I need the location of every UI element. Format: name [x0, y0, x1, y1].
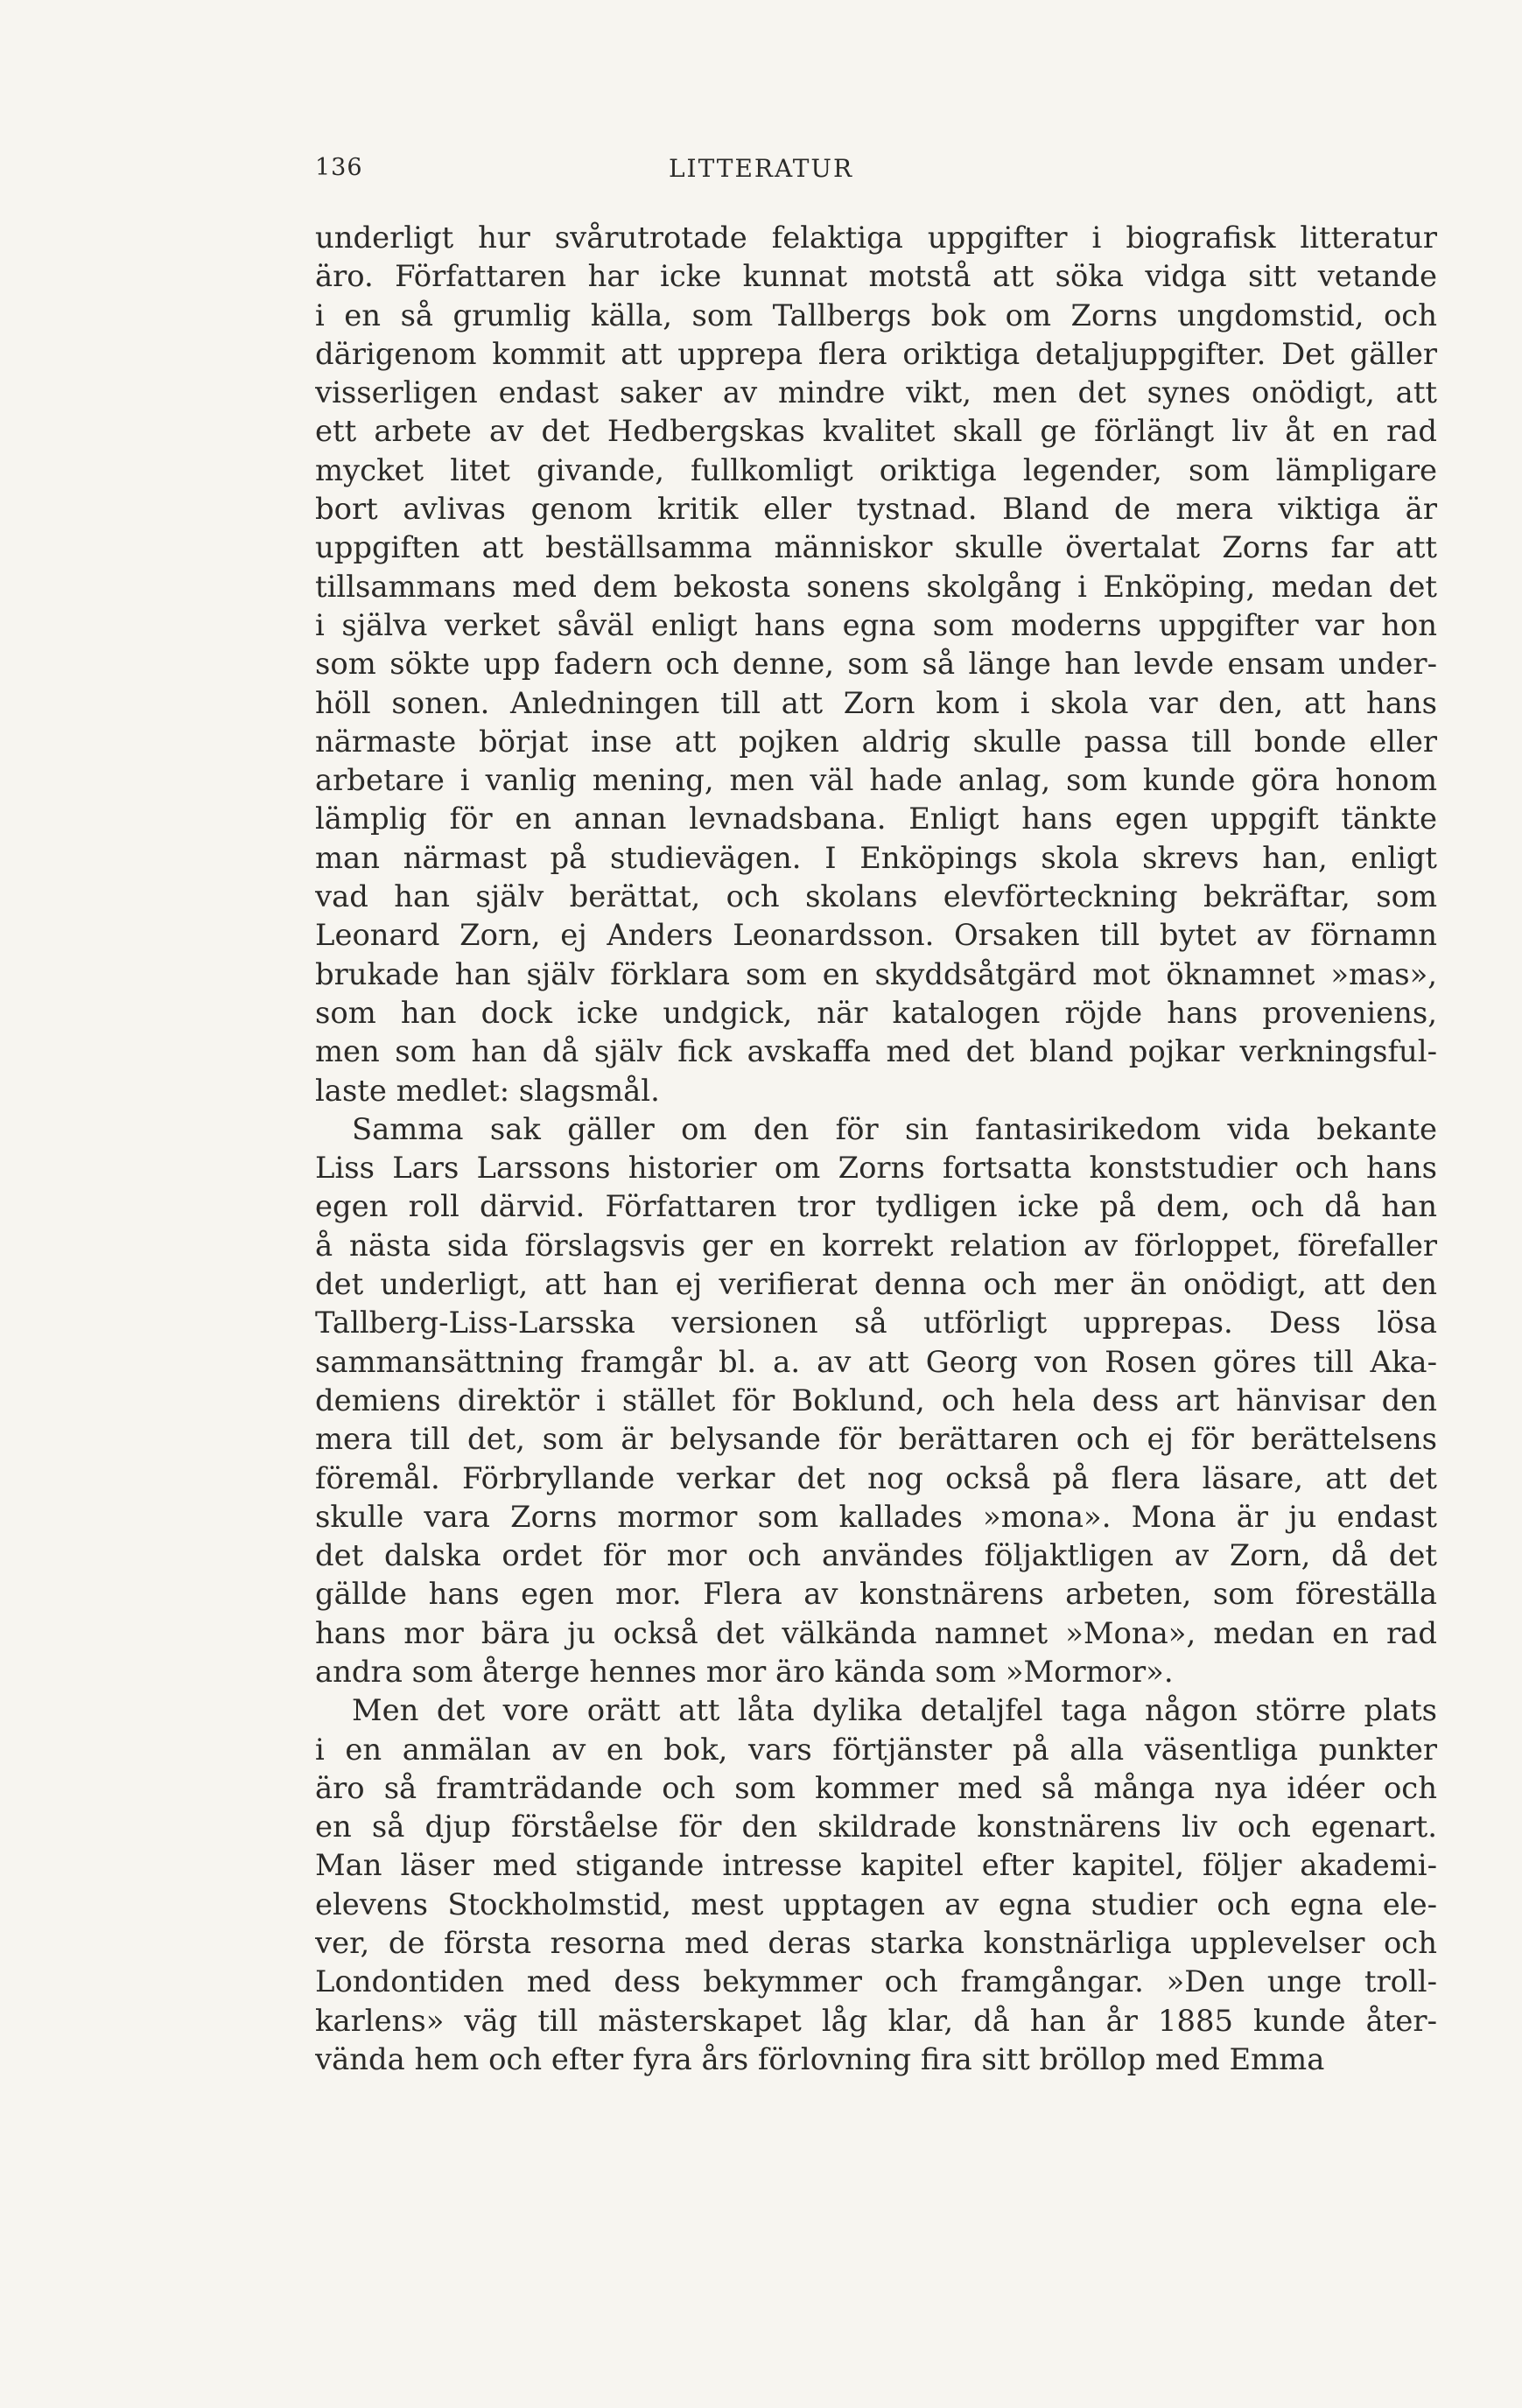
text-line: bort avlivas genom kritik eller tystnad. Bland de mera viktiga är [315, 492, 1437, 527]
text-line: sammansättning framgår bl. a. av att Georg von Rosen göres till Aka- [315, 1344, 1437, 1379]
text-line: ett arbete av det Hedbergskas kvalitet skall ge förlängt liv åt en rad [315, 414, 1437, 449]
text-line: elevens Stockholmstid, mest upptagen av egna studier och egna ele- [315, 1886, 1437, 1922]
text-line: höll sonen. Anledningen till att Zorn kom i skola var den, att hans [315, 685, 1437, 720]
paragraph [315, 219, 1437, 1110]
running-head: LITTERATUR [668, 154, 854, 183]
body-text [315, 219, 1437, 2079]
paragraph [315, 1691, 1437, 2079]
text-line: Leonard Zorn, ej Anders Leonardsson. Orsaken till bytet av förnamn [315, 918, 1437, 953]
text-line: å nästa sida förslagsvis ger en korrekt relation av förloppet, förefaller [315, 1228, 1437, 1263]
text-line: en så djup förståelse för den skildrade konstnärens liv och egenart. [315, 1810, 1437, 1844]
text-line: skulle vara Zorns mormor som kallades »mona». Mona är ju endast [315, 1499, 1437, 1534]
text-line: det underligt, att han ej verifierat denna och mer än onödigt, att den [315, 1267, 1437, 1302]
text-line: karlens» väg till mästerskapet låg klar, då han år 1885 kunde åter- [315, 2003, 1437, 2038]
text-line: Tallberg-Liss-Larsska versionen så utförligt upprepas. Dess lösa [315, 1306, 1437, 1340]
page-header [315, 154, 1207, 196]
text-line: demiens direktör i stället för Boklund, och hela dess art hänvisar den [315, 1382, 1437, 1418]
text-line: äro. Författaren har icke kunnat motstå att söka vidga sitt vetande [315, 259, 1437, 294]
text-line: i själva verket såväl enligt hans egna som moderns uppgifter var hon [315, 607, 1437, 642]
text-line: mera till det, som är belysande för berättaren och ej för berättelsens [315, 1422, 1437, 1457]
text-line: lämplig för en annan levnadsbana. Enligt hans egen uppgift tänkte [315, 802, 1437, 836]
text-line: Men det vore orätt att låta dylika detaljfel taga någon större plats [352, 1693, 1437, 1728]
text-line: som sökte upp fadern och denne, som så länge han levde ensam under- [315, 647, 1437, 682]
text-line: visserligen endast saker av mindre vikt, men det synes onödigt, att [315, 375, 1437, 410]
text-line: därigenom kommit att upprepa flera oriktiga detaljuppgifter. Det gäller [315, 336, 1437, 371]
text-line: Liss Lars Larssons historier om Zorns fortsatta konststudier och hans [315, 1151, 1437, 1186]
text-line: brukade han själv förklara som en skyddsåtgärd mot öknamnet »mas», [315, 956, 1437, 991]
text-line: som han dock icke undgick, när katalogen röjde hans proveniens, [315, 995, 1437, 1030]
text-line: Londontiden med dess bekymmer och framgångar. »Den unge troll- [315, 1964, 1437, 1999]
text-line: arbetare i vanlig mening, men väl hade anlag, som kunde göra honom [315, 763, 1437, 798]
text-line: hans mor bära ju också det välkända namnet »Mona», medan en rad [315, 1615, 1437, 1650]
text-line: det dalska ordet för mor och användes följaktligen av Zorn, då det [315, 1538, 1437, 1573]
page-number: 136 [315, 154, 363, 181]
text-line: laste medlet: slagsmål. [315, 1073, 660, 1108]
text-line: vad han själv berättat, och skolans elevförteckning bekräftar, som [315, 879, 1437, 914]
text-line: Samma sak gäller om den för sin fantasirikedom vida bekante [352, 1111, 1437, 1146]
text-line: tillsammans med dem bekosta sonens skolgång i Enköping, medan det [315, 569, 1437, 604]
paragraph [315, 1110, 1437, 1691]
text-line: äro så framträdande och som kommer med så många nya idéer och [315, 1770, 1437, 1805]
text-line: egen roll därvid. Författaren tror tydligen icke på dem, och då han [315, 1189, 1437, 1224]
text-line: gällde hans egen mor. Flera av konstnärens arbeten, som föreställa [315, 1577, 1437, 1612]
text-line: men som han då själv fick avskaffa med det bland pojkar verkningsful- [315, 1034, 1437, 1069]
text-line: uppgiften att beställsamma människor skulle övertalat Zorns far att [315, 530, 1437, 565]
text-line: föremål. Förbryllande verkar det nog också på flera läsare, att det [315, 1460, 1437, 1495]
text-line: vända hem och efter fyra års förlovning fira sitt bröllop med Emma [315, 2041, 1325, 2076]
text-line: underligt hur svårutrotade felaktiga uppgifter i biografisk litteratur [315, 220, 1437, 255]
text-line: man närmast på studievägen. I Enköpings skola skrevs han, enligt [315, 840, 1437, 875]
text-line: Man läser med stigande intresse kapitel efter kapitel, följer akademi- [315, 1848, 1437, 1883]
text-line: andra som återge hennes mor äro kända som »Mormor». [315, 1654, 1174, 1689]
text-line: mycket litet givande, fullkomligt oriktiga legender, som lämpligare [315, 452, 1437, 487]
text-line: ver, de första resorna med deras starka konstnärliga upplevelser och [315, 1926, 1437, 1961]
text-line: närmaste börjat inse att pojken aldrig skulle passa till bonde eller [315, 724, 1437, 759]
text-line: i en anmälan av en bok, vars förtjänster på alla väsentliga punkter [315, 1732, 1437, 1767]
text-line: i en så grumlig källa, som Tallbergs bok om Zorns ungdomstid, och [315, 298, 1437, 332]
